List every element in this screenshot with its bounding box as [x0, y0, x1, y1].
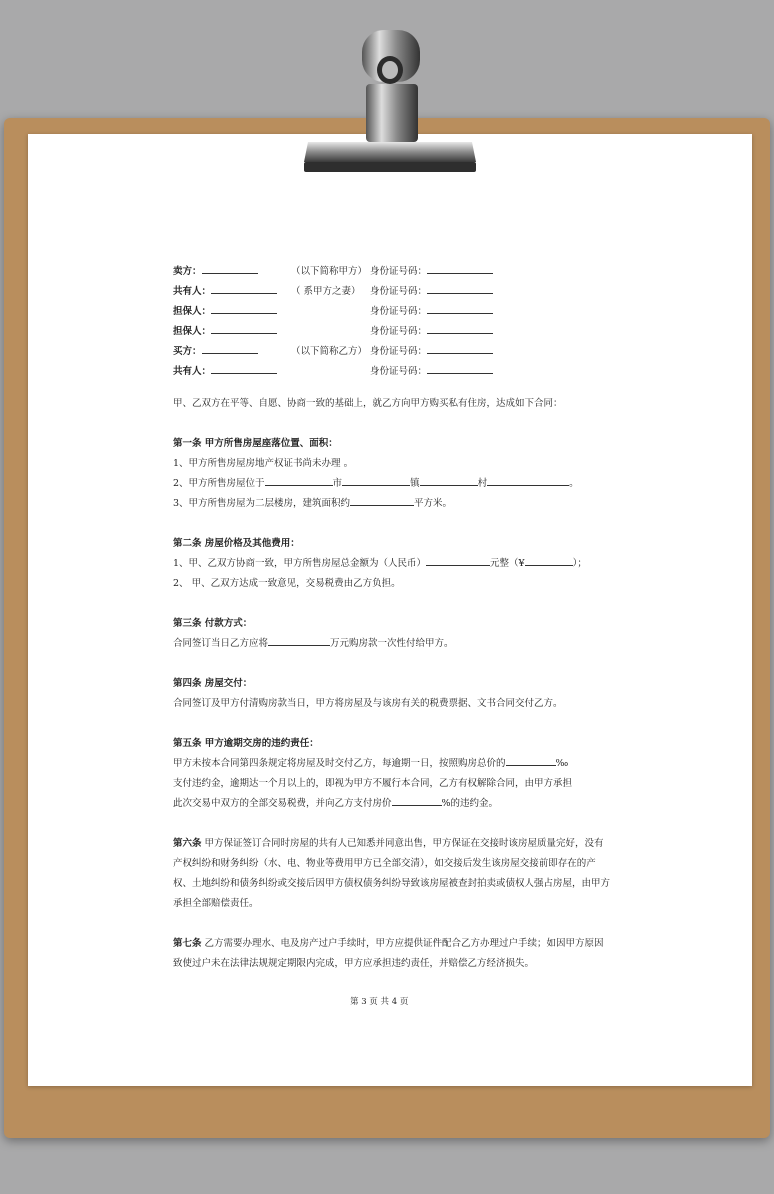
- text-segment: 村: [477, 478, 488, 489]
- blank-field: [211, 362, 277, 374]
- party-buyer-co-owner: [173, 362, 613, 382]
- id-label: 身份证号码：: [370, 306, 428, 317]
- text-segment: 镇: [410, 478, 420, 489]
- article-1-line-3: [173, 494, 613, 514]
- id-label: 身份证号码：: [370, 346, 428, 357]
- blank-field: [426, 554, 490, 566]
- text-segment: %的违约金。: [441, 798, 499, 809]
- blank-field: [420, 474, 478, 486]
- party-seller: [173, 262, 613, 282]
- blank-field: [427, 262, 493, 274]
- blank-field: [525, 554, 573, 566]
- blank-field: [506, 754, 556, 766]
- text-segment: 万元购房款一次性付给甲方。: [330, 638, 454, 649]
- party-label: 担保人：: [173, 306, 212, 317]
- text-segment: 3、甲方所售房屋为二层楼房，建筑面积约: [173, 498, 351, 509]
- id-label: 身份证号码：: [370, 326, 428, 337]
- blank-field: [350, 494, 414, 506]
- article-6-lead: 第六条: [173, 838, 202, 849]
- text-segment: 。: [569, 478, 579, 489]
- blank-field: [211, 322, 277, 334]
- text-segment: 2、甲方所售房屋位于: [173, 478, 265, 489]
- text-segment: 元整（¥: [490, 558, 525, 569]
- blank-field: [268, 634, 330, 646]
- party-label: 卖方：: [173, 266, 202, 277]
- article-4-line-1: 合同签订及甲方付清购房款当日，甲方将房屋及与该房有关的税费票据、文书合同交付乙方。: [173, 698, 563, 709]
- blank-field: [211, 302, 277, 314]
- party-label: 买方：: [173, 346, 202, 357]
- contract-body: [173, 262, 613, 974]
- id-label: 身份证号码：: [370, 266, 428, 277]
- party-buyer: [173, 342, 613, 362]
- article-1-line-2: [173, 474, 613, 494]
- article-6: [173, 834, 613, 914]
- article-5-line-3: [173, 794, 613, 814]
- party-guarantor-1: [173, 302, 613, 322]
- text-segment: ‰: [555, 758, 569, 769]
- article-3-line-1: [173, 634, 613, 654]
- contract-intro: 甲、乙双方在平等、自愿、协商一致的基础上，就乙方向甲方购买私有住房，达成如下合同：: [173, 398, 563, 409]
- article-4-heading: 第四条 房屋交付：: [173, 678, 253, 689]
- id-label: 身份证号码：: [370, 286, 428, 297]
- blank-field: [427, 282, 493, 294]
- blank-field: [265, 474, 333, 486]
- party-seller-co-owner: [173, 282, 613, 302]
- text-segment: 此次交易中双方的全部交易税费，并向乙方支付房价: [173, 798, 392, 809]
- article-2-heading: 第二条 房屋价格及其他费用：: [173, 538, 300, 549]
- text-segment: 平方米。: [414, 498, 453, 509]
- blank-field: [202, 262, 258, 274]
- article-5-line-1: [173, 754, 613, 774]
- blank-field: [427, 362, 493, 374]
- article-2-line-1: [173, 554, 613, 574]
- article-1-line-1: 1、甲方所售房屋房地产权证书尚未办理 。: [173, 458, 354, 469]
- article-7-text: 乙方需要办理水、电及房产过户手续时，甲方应提供证件配合乙方办理过户手续；如因甲方原因致使过户未在法律法规规定期限内完成，甲方应承担违约责任，并赔偿乙方经济损失。: [173, 938, 604, 969]
- blank-field: [487, 474, 569, 486]
- blank-field: [392, 794, 442, 806]
- party-note: （以下简称乙方）: [291, 346, 368, 357]
- party-label: 担保人：: [173, 326, 212, 337]
- article-6-text: 甲方保证签订合同时房屋的共有人已知悉并同意出售，甲方保证在交接时该房屋质量完好，没有产权纠纷和财务纠纷（水、电、物业等费用甲方已全部交清），如交接后发生该房屋交接前即存在的产权、土地纠纷和债务纠纷或交接后因甲方债权债务纠纷导致该房屋被查封拍卖或债权人强占房屋，由甲方承担全部赔偿责任。: [173, 838, 611, 909]
- party-guarantor-2: [173, 322, 613, 342]
- blank-field: [202, 342, 258, 354]
- article-7: [173, 934, 613, 974]
- article-7-lead: 第七条: [173, 938, 202, 949]
- blank-field: [427, 302, 493, 314]
- article-5-line-2: 支付违约金，逾期达一个月以上的，即视为甲方不履行本合同，乙方有权解除合同，由甲方承担: [173, 778, 573, 789]
- blank-field: [427, 322, 493, 334]
- text-segment: 市: [332, 478, 343, 489]
- article-5-heading: 第五条 甲方逾期交房的违约责任：: [173, 738, 319, 749]
- blank-field: [427, 342, 493, 354]
- party-list: [173, 262, 613, 382]
- party-note: （ 系甲方之妻）: [291, 286, 361, 297]
- id-label: 身份证号码：: [370, 366, 428, 377]
- article-1-heading: 第一条 甲方所售房屋座落位置、面积：: [173, 438, 338, 449]
- page-number: 第 3 页 共 4 页: [350, 997, 409, 1007]
- text-segment: ）；: [572, 558, 587, 569]
- article-3-heading: 第三条 付款方式：: [173, 618, 253, 629]
- binder-clip-icon: [290, 28, 490, 178]
- text-segment: 甲方未按本合同第四条规定将房屋及时交付乙方，每逾期一日，按照购房总价的: [173, 758, 506, 769]
- party-note: （以下简称甲方）: [291, 266, 368, 277]
- blank-field: [342, 474, 410, 486]
- blank-field: [211, 282, 277, 294]
- text-segment: 合同签订当日乙方应将: [173, 638, 269, 649]
- party-label: 共有人：: [173, 286, 212, 297]
- text-segment: 1、甲、乙双方协商一致，甲方所售房屋总金额为（人民币）: [173, 558, 427, 569]
- party-label: 共有人：: [173, 366, 212, 377]
- article-2-line-2: 2、 甲、乙双方达成一致意见，交易税费由乙方负担。: [173, 578, 401, 589]
